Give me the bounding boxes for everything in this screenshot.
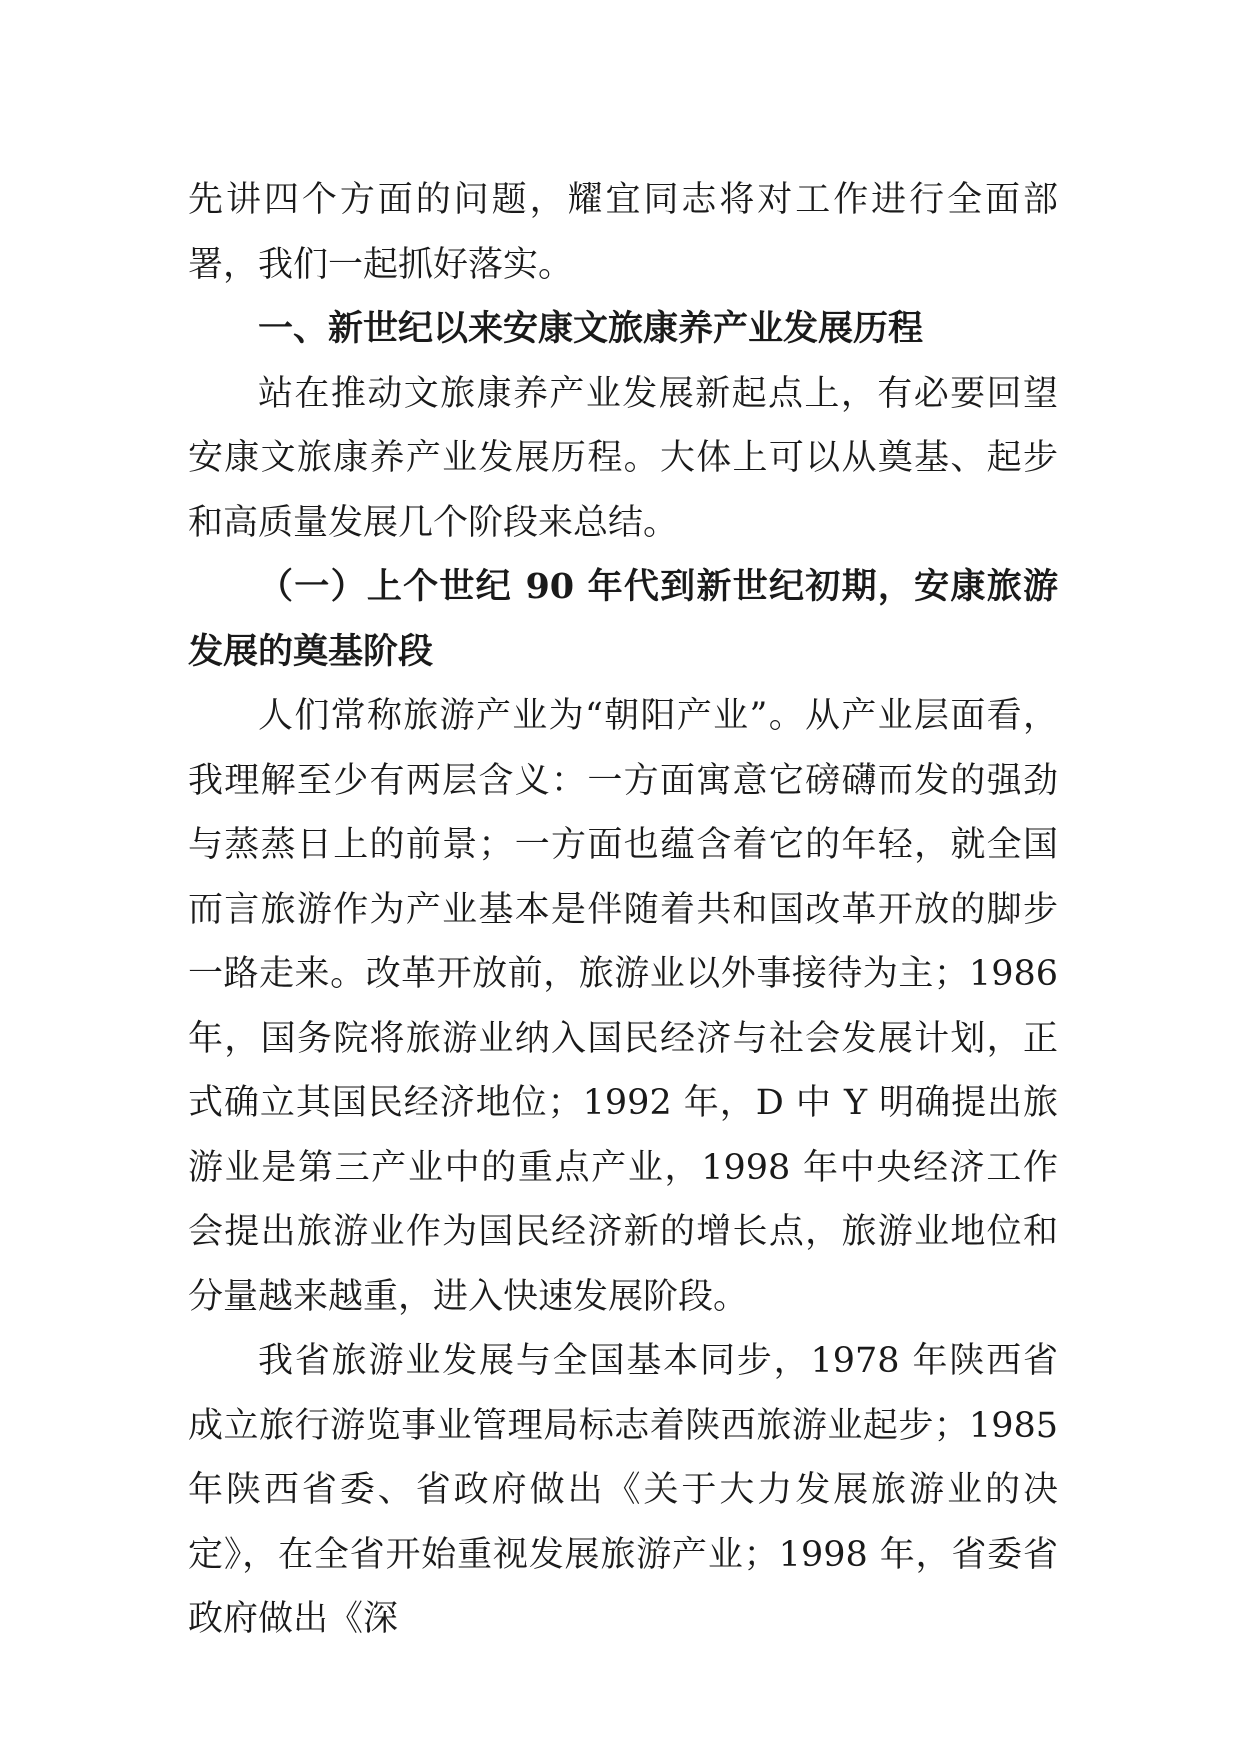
paragraph-national-tourism: 人们常称旅游产业为“朝阳产业”。从产业层面看，我理解至少有两层含义：一方面寓意它磅礴而发的强劲与蒸蒸日上的前景；一方面也蕴含着它的年轻，就全国而言旅游作为产业基本是伴随着共和国改革开放的脚步一路走来。改革开放前，旅游业以外事接待为主；1986 年，国务院将旅游业纳入国民经济与社会发展计划，正式确立其国民经济地位；1992 年，D 中 Y 明确提出旅游业是第三产业中的重点产业，1998 年中央经济工作会提出旅游业作为国民经济新的增长点，旅游业地位和分量越来越重，进入快速发展阶段。: [188, 696, 1058, 1317]
document-body: [188, 168, 1058, 1652]
subsection-heading: （一）上个世纪 90 年代到新世纪初期，安康旅游发展的奠基阶段: [188, 566, 1058, 672]
paragraph-continuation: 先讲四个方面的问题，耀宜同志将对工作进行全面部署，我们一起抓好落实。: [188, 180, 1058, 285]
paragraph-provincial-tourism: 我省旅游业发展与全国基本同步，1978 年陕西省成立旅行游览事业管理局标志着陕西旅游业起步；1985 年陕西省委、省政府做出《关于大力发展旅游业的决定》，在全省开始重视发展旅游产业；1998 年，省委省政府做出《深: [188, 1341, 1058, 1639]
paragraph-intro: 站在推动文旅康养产业发展新起点上，有必要回望安康文旅康养产业发展历程。大体上可以从奠基、起步和高质量发展几个阶段来总结。: [188, 373, 1058, 543]
section-heading: 一、新世纪以来安康文旅康养产业发展历程: [258, 308, 924, 349]
